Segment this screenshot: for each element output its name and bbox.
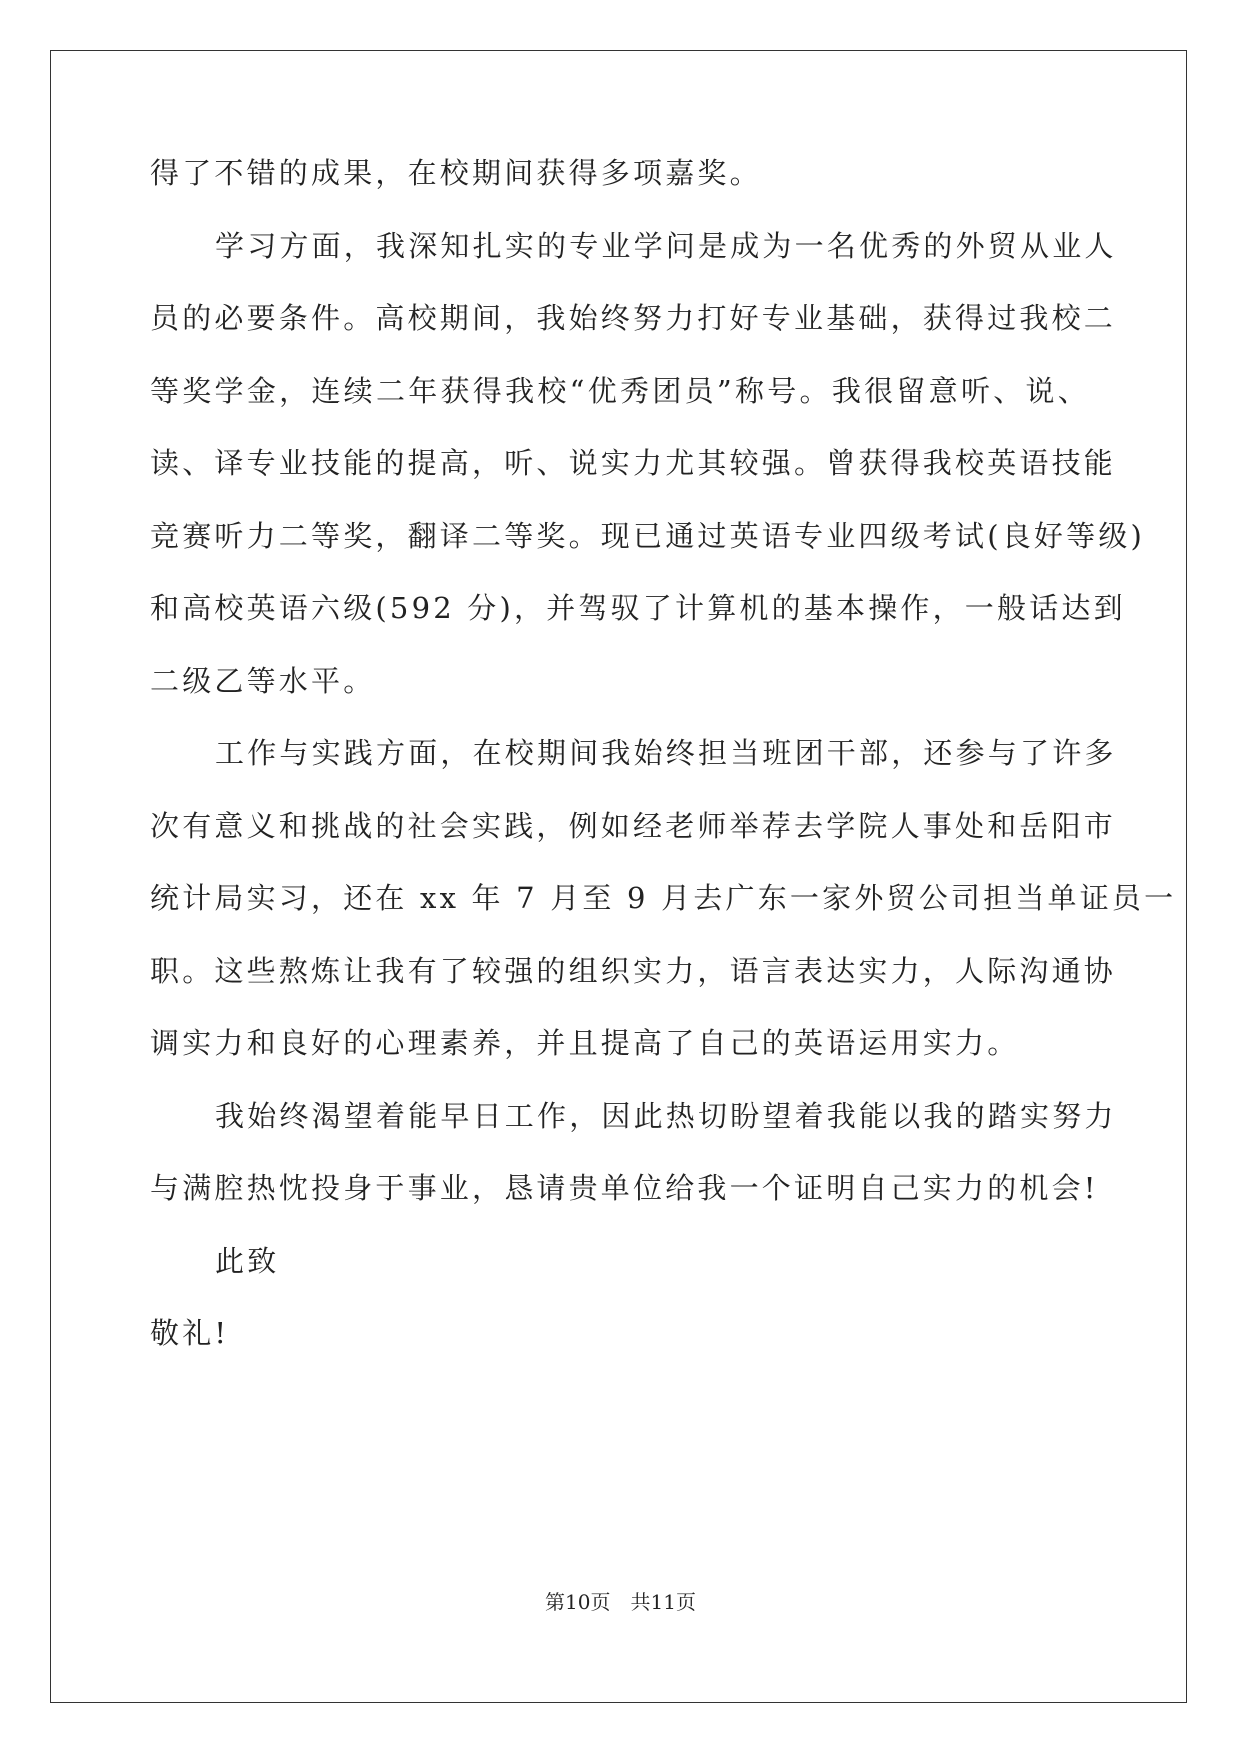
closing-salutation: 此致 xyxy=(215,1244,280,1278)
page-total: 共11页 xyxy=(630,1590,696,1614)
body-line: 等奖学金，连续二年获得我校“优秀团员”称号。我很留意听、说、 xyxy=(150,374,1090,408)
body-line: 调实力和良好的心理素养，并且提高了自己的英语运用实力。 xyxy=(150,1026,1020,1060)
body-line: 工作与实践方面，在校期间我始终担当班团干部，还参与了许多 xyxy=(215,736,1117,770)
body-line: 与满腔热忱投身于事业，恳请贵单位给我一个证明自己实力的机会! xyxy=(150,1171,1099,1205)
body-line: 和高校英语六级(592 分)，并驾驭了计算机的基本操作，一般话达到 xyxy=(150,591,1126,625)
body-line: 职。这些熬炼让我有了较强的组织实力，语言表达实力，人际沟通协 xyxy=(150,954,1117,988)
closing-regards: 敬礼! xyxy=(150,1316,230,1350)
body-line: 二级乙等水平。 xyxy=(150,664,376,698)
body-line: 读、译专业技能的提高，听、说实力尤其较强。曾获得我校英语技能 xyxy=(150,446,1117,480)
page-footer xyxy=(0,1586,1241,1615)
body-line: 次有意义和挑战的社会实践，例如经老师举荐去学院人事处和岳阳市 xyxy=(150,809,1117,843)
body-line: 得了不错的成果，在校期间获得多项嘉奖。 xyxy=(150,156,762,190)
page-number: 第10页 xyxy=(545,1590,611,1614)
body-line: 员的必要条件。高校期间，我始终努力打好专业基础，获得过我校二 xyxy=(150,301,1117,335)
body-line: 统计局实习，还在 xx 年 7 月至 9 月去广东一家外贸公司担当单证员一 xyxy=(150,881,1177,915)
body-line: 我始终渴望着能早日工作，因此热切盼望着我能以我的踏实努力 xyxy=(215,1099,1117,1133)
body-line: 竞赛听力二等奖，翻译二等奖。现已通过英语专业四级考试(良好等级) xyxy=(150,519,1146,553)
body-line: 学习方面，我深知扎实的专业学问是成为一名优秀的外贸从业人 xyxy=(215,229,1117,263)
